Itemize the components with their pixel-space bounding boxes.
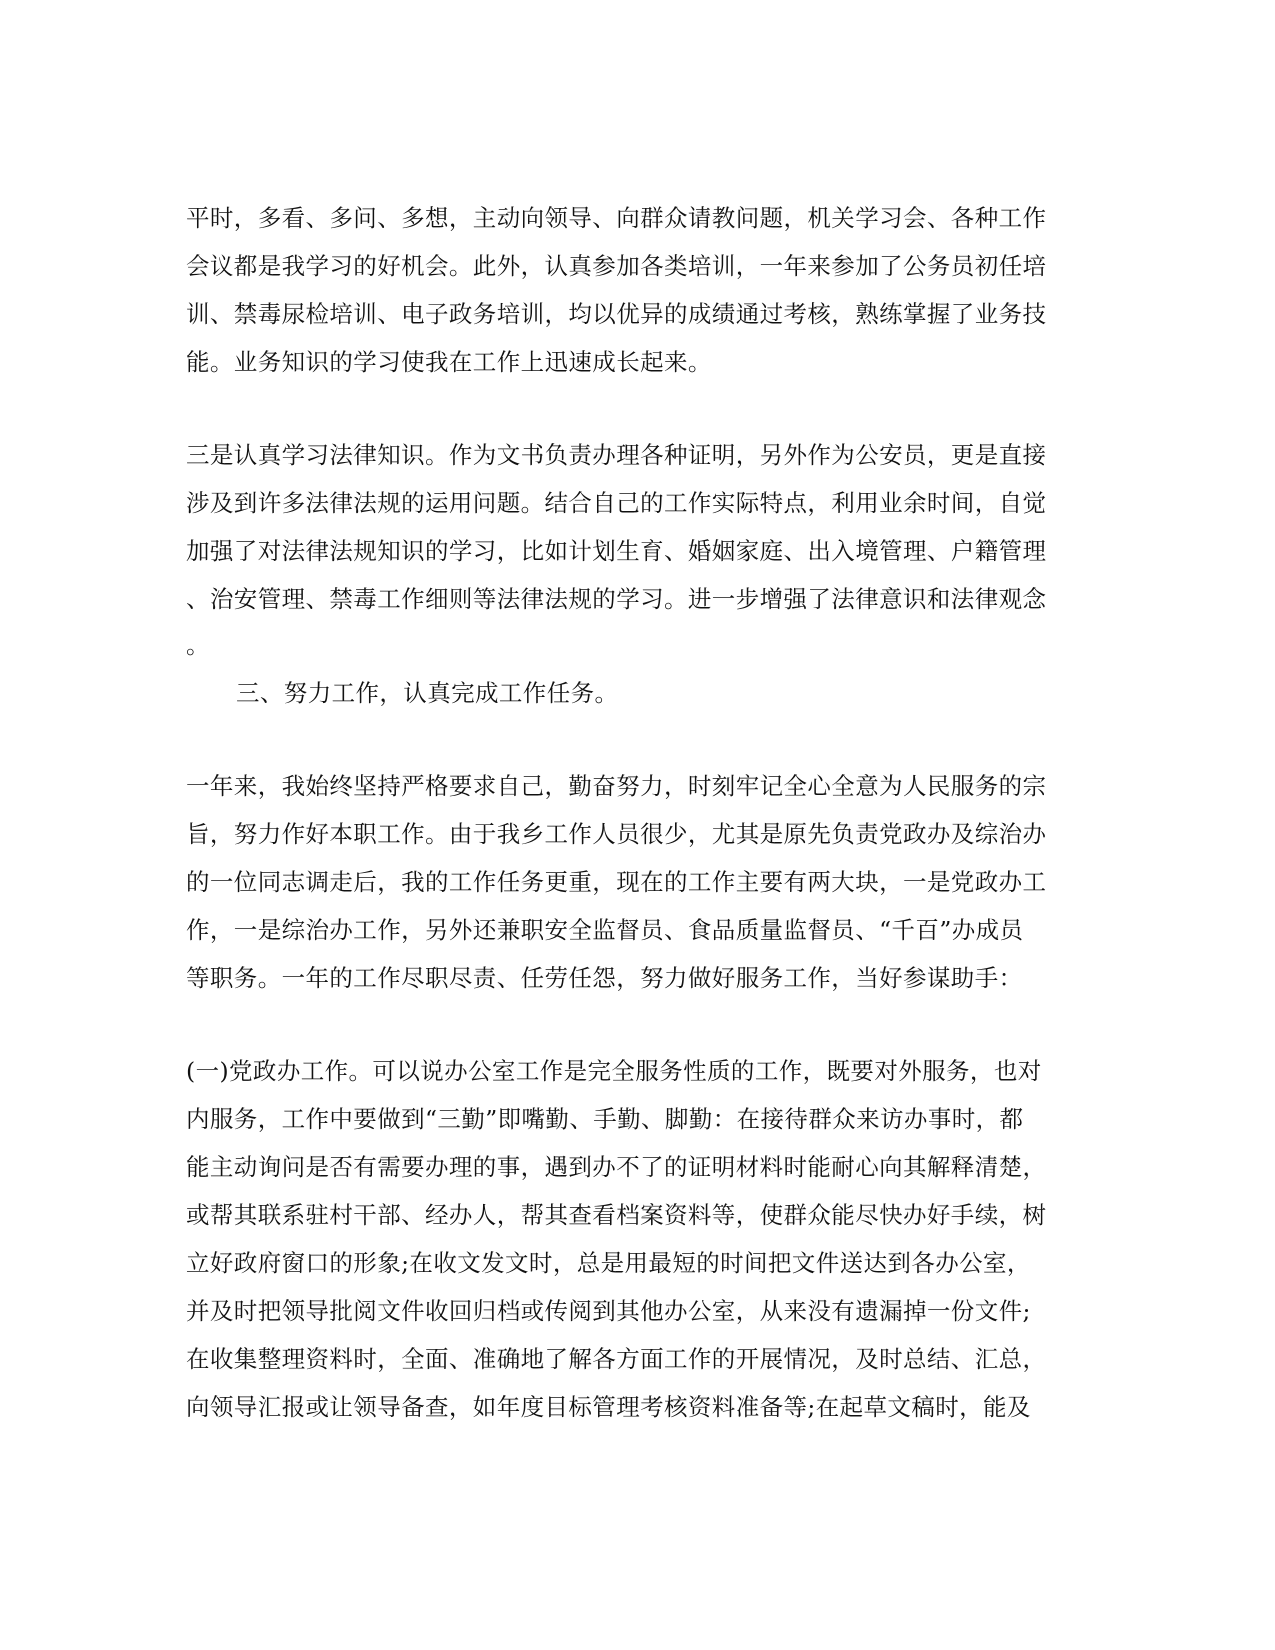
paragraph-line: 能。业务知识的学习使我在工作上迅速成长起来。 [186, 348, 712, 376]
paragraph-line: 三是认真学习法律知识。作为文书负责办理各种证明，另外作为公安员，更是直接 [186, 441, 1047, 469]
paragraph-line: 并及时把领导批阅文件收回归档或传阅到其他办公室，从来没有遗漏掉一份文件; [186, 1297, 1031, 1325]
paragraph-line: 立好政府窗口的形象;在收文发文时，总是用最短的时间把文件送达到各办公室， [186, 1249, 1031, 1277]
paragraph-line: 训、禁毒尿检培训、电子政务培训，均以优异的成绩通过考核，熟练掌握了业务技 [186, 300, 1047, 328]
paragraph-line: 能主动询问是否有需要办理的事，遇到办不了的证明材料时能耐心向其解释清楚， [186, 1153, 1047, 1181]
paragraph-line: 一年来，我始终坚持严格要求自己，勤奋努力，时刻牢记全心全意为人民服务的宗 [186, 772, 1047, 800]
section-heading: 三、努力工作，认真完成工作任务。 [236, 679, 619, 707]
paragraph-line: 加强了对法律法规知识的学习，比如计划生育、婚姻家庭、出入境管理、户籍管理 [186, 537, 1047, 565]
paragraph-line: 等职务。一年的工作尽职尽责、任劳任怨，努力做好服务工作，当好参谋助手： [186, 964, 1023, 992]
paragraph-line: 作，一是综治办工作，另外还兼职安全监督员、食品质量监督员、“千百”办成员 [186, 916, 1024, 944]
paragraph-line: 旨，努力作好本职工作。由于我乡工作人员很少，尤其是原先负责党政办及综治办 [186, 820, 1047, 848]
paragraph-line: 的一位同志调走后，我的工作任务更重，现在的工作主要有两大块，一是党政办工 [186, 868, 1047, 896]
paragraph-line: 涉及到许多法律法规的运用问题。结合自己的工作实际特点，利用业余时间，自觉 [186, 489, 1047, 517]
paragraph-line: (一)党政办工作。可以说办公室工作是完全服务性质的工作，既要对外服务，也对 [186, 1057, 1042, 1085]
paragraph-line: 或帮其联系驻村干部、经办人，帮其查看档案资料等，使群众能尽快办好手续，树 [186, 1201, 1047, 1229]
paragraph-line: 平时，多看、多问、多想，主动向领导、向群众请教问题，机关学习会、各种工作 [186, 204, 1047, 232]
paragraph-line: 、治安管理、禁毒工作细则等法律法规的学习。进一步增强了法律意识和法律观念 [186, 585, 1047, 613]
paragraph-line: 内服务，工作中要做到“三勤”即嘴勤、手勤、脚勤：在接待群众来访办事时，都 [186, 1105, 1024, 1133]
paragraph-line: 会议都是我学习的好机会。此外，认真参加各类培训，一年来参加了公务员初任培 [186, 252, 1047, 280]
paragraph-line: 在收集整理资料时，全面、准确地了解各方面工作的开展情况，及时总结、汇总， [186, 1345, 1047, 1373]
paragraph-line: 向领导汇报或让领导备查，如年度目标管理考核资料准备等;在起草文稿时，能及 [186, 1393, 1031, 1421]
paragraph-line: 。 [186, 631, 210, 659]
